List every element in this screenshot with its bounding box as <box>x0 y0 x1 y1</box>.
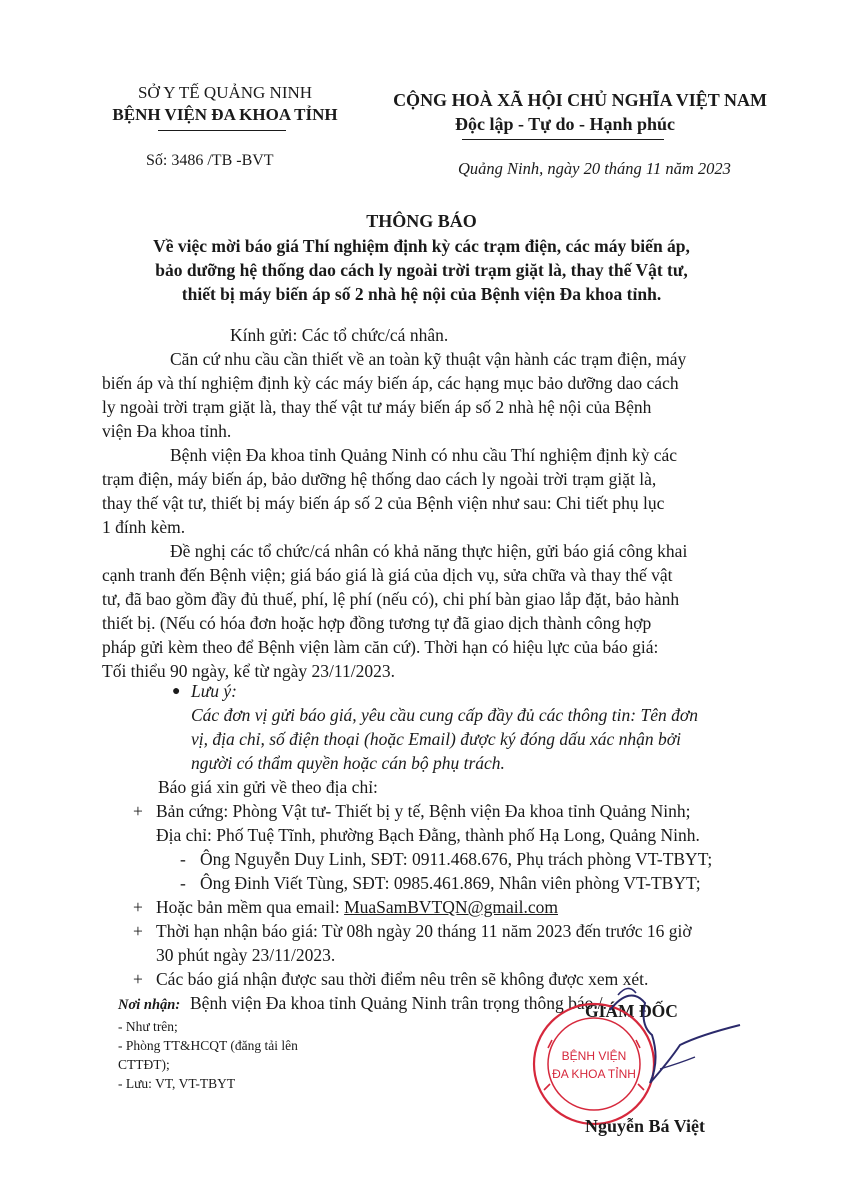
recipient-item: - Lưu: VT, VT-TBYT <box>118 1076 236 1091</box>
plus-icon: + <box>133 921 143 941</box>
motto-underline <box>462 139 664 140</box>
soft-copy-label: Hoặc bản mềm qua email: <box>156 897 345 917</box>
signer-position: GIÁM ĐỐC <box>585 1001 678 1021</box>
text-line: trạm điện, máy biến áp, bảo dưỡng hệ thống dao cách ly ngoài trời trạm giặt là, <box>102 469 657 489</box>
ministry-name: SỞ Y TẾ QUẢNG NINH <box>137 83 313 102</box>
email-link[interactable]: MuaSamBVTQN@gmail.com <box>344 897 559 917</box>
text-line: Căn cứ nhu cầu cần thiết về an toàn kỹ thuật vận hành các trạm điện, máy <box>170 349 687 369</box>
soft-copy-line <box>156 895 558 919</box>
text-line: Tối thiểu 90 ngày, kể từ ngày 23/11/2023. <box>102 661 396 681</box>
svg-text:BỆNH VIỆN: BỆNH VIỆN <box>561 1049 627 1063</box>
recipient-item: - Phòng TT&HCQT (đăng tải lên <box>118 1038 298 1053</box>
note-label: Lưu ý: <box>191 681 237 701</box>
note-text <box>191 703 761 775</box>
national-header <box>380 88 780 136</box>
text-line: biến áp và thí nghiệm định kỳ các máy biến áp, các hạng mục bảo dưỡng dao cách <box>102 373 679 393</box>
document-subject <box>0 234 843 306</box>
paragraph-need <box>102 443 762 539</box>
document-number: Số: 3486 /TB -BVT <box>146 152 274 169</box>
text-line: Bệnh viện Đa khoa tỉnh Quảng Ninh có nhu cầu Thí nghiệm định kỳ các <box>170 445 678 465</box>
document-date: Quảng Ninh, ngày 20 tháng 11 năm 2023 <box>458 159 731 178</box>
svg-text:ĐA KHOA TỈNH: ĐA KHOA TỈNH <box>552 1067 636 1081</box>
text-line: thay thế vật tư, thiết bị máy biến áp số 2 của Bệnh viện như sau: Chi tiết phụ lục <box>102 493 665 513</box>
subject-line: Về việc mời báo giá Thí nghiệm định kỳ các trạm điện, các máy biến áp, <box>153 236 690 256</box>
recipient-item: - Như trên; <box>118 1019 178 1034</box>
greeting: Kính gửi: Các tổ chức/cá nhân. <box>230 325 449 345</box>
plus-icon: + <box>133 897 143 917</box>
national-motto: Độc lập - Tự do - Hạnh phúc <box>454 114 676 134</box>
text-line: ly ngoài trời trạm giặt là, thay thế vật tư máy biến áp số 2 nhà hệ nội của Bệnh <box>102 397 652 417</box>
country-name: CỘNG HOÀ XÃ HỘI CHỦ NGHĨA VIỆT NAM <box>393 90 767 110</box>
text-line: Thời hạn nhận báo giá: Từ 08h ngày 20 tháng 11 năm 2023 đến trước 16 giờ <box>156 921 692 941</box>
dash-icon: - <box>180 873 186 893</box>
text-line: cạnh tranh đến Bệnh viện; giá báo giá là giá của dịch vụ, sửa chữa và thay thế vật <box>102 565 673 585</box>
text-line: Các đơn vị gửi báo giá, yêu cầu cung cấp đầy đủ các thông tin: Tên đơn <box>191 705 698 725</box>
deadline-text <box>156 919 766 967</box>
text-line: pháp gửi kèm theo để Bệnh viện làm căn cứ). Thời hạn có hiệu lực của báo giá: <box>102 637 659 657</box>
document-title: THÔNG BÁO <box>366 211 477 231</box>
text-line: người có thẩm quyền hoặc cán bộ phụ trách. <box>191 753 505 773</box>
recipients-label: Nơi nhận: <box>118 997 181 1013</box>
subject-line: bảo dưỡng hệ thống dao cách ly ngoài trời trạm giặt là, thay thế Vật tư, <box>155 260 688 280</box>
contact-line: Ông Đinh Viết Tùng, SĐT: 0985.461.869, Nhân viên phòng VT-TBYT; <box>200 873 701 893</box>
subject-line: thiết bị máy biến áp số 2 nhà hệ nội của Bệnh viện Đa khoa tỉnh. <box>181 284 662 304</box>
signature-stroke-icon <box>570 965 760 1095</box>
agency-underline <box>158 130 286 131</box>
paragraph-basis <box>102 347 762 443</box>
signer-name: Nguyễn Bá Việt <box>585 1116 706 1136</box>
text-line: 1 đính kèm. <box>102 517 186 537</box>
address-line: Địa chỉ: Phố Tuệ Tĩnh, phường Bạch Đằng, thành phố Hạ Long, Quảng Ninh. <box>156 825 700 845</box>
text-line: Đề nghị các tổ chức/cá nhân có khả năng thực hiện, gửi báo giá công khai <box>170 541 688 561</box>
text-line: viện Đa khoa tỉnh. <box>102 421 232 441</box>
address-intro: Báo giá xin gửi về theo địa chỉ: <box>158 777 378 797</box>
late-notice: Các báo giá nhận được sau thời điểm nêu trên sẽ không được xem xét. <box>156 969 649 989</box>
text-line: vị, địa chỉ, số điện thoại (hoặc Email) được ký đóng dấu xác nhận bởi <box>191 729 681 749</box>
text-line: tư, đã bao gồm đầy đủ thuế, phí, lệ phí (nếu có), chi phí bàn giao lắp đặt, bảo hành <box>102 589 680 609</box>
plus-icon: + <box>133 969 143 989</box>
recipient-item: CTTĐT); <box>118 1057 170 1072</box>
plus-icon: + <box>133 801 143 821</box>
bullet-icon: ● <box>172 684 181 699</box>
recipients-list <box>118 1017 358 1093</box>
dash-icon: - <box>180 849 186 869</box>
contact-line: Ông Nguyễn Duy Linh, SĐT: 0911.468.676, Phụ trách phòng VT-TBYT; <box>200 849 713 869</box>
closing-line: Bệnh viện Đa khoa tỉnh Quảng Ninh trân trọng thông báo./. <box>190 993 608 1013</box>
text-line: 30 phút ngày 23/11/2023. <box>156 945 336 965</box>
hard-copy-line: Bản cứng: Phòng Vật tư- Thiết bị y tế, Bệnh viện Đa khoa tỉnh Quảng Ninh; <box>156 801 691 821</box>
hospital-name: BỆNH VIỆN ĐA KHOA TỈNH <box>112 105 338 124</box>
agency-header <box>60 82 390 126</box>
text-line: thiết bị. (Nếu có hóa đơn hoặc hợp đồng tương tự đã giao dịch thành công hợp <box>102 613 652 633</box>
paragraph-request <box>102 539 762 683</box>
